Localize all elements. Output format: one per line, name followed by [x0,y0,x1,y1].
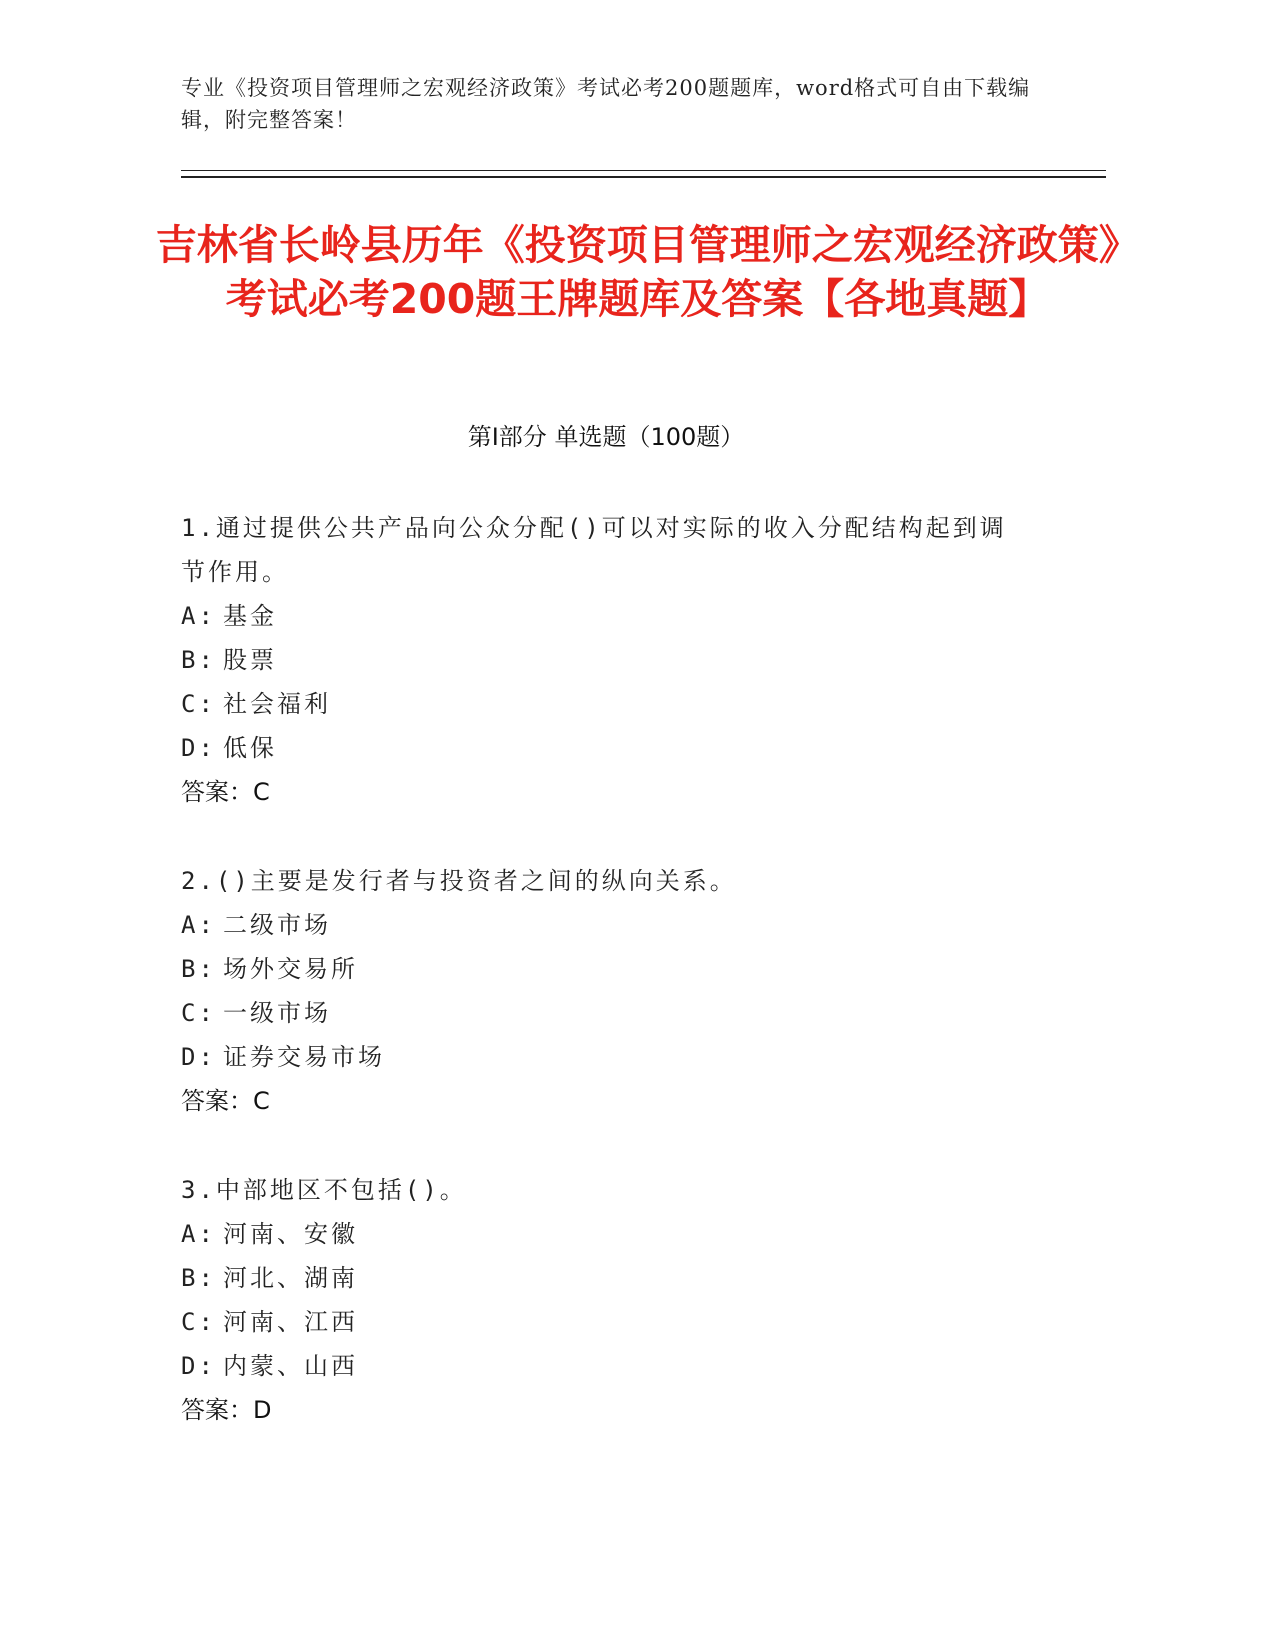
option-c [181,991,1031,1035]
answer-label: 答案： [181,1087,253,1115]
option-text: 内蒙、山西 [223,1352,358,1380]
header-rule-thick [181,176,1106,178]
option-letter: B: [181,1264,216,1292]
option-letter: C: [181,1308,216,1336]
answer-label: 答案： [181,778,253,806]
option-letter: B: [181,955,216,983]
option-letter: A: [181,602,216,630]
question-stem: 2.()主要是发行者与投资者之间的纵向关系。 [181,867,737,895]
option-text: 社会福利 [223,690,331,718]
option-text: 场外交易所 [223,955,358,983]
question-3 [181,1168,1031,1432]
answer-value: C [253,1087,270,1115]
option-d [181,726,1031,770]
answer-value: D [253,1396,272,1424]
question-2 [181,859,1031,1123]
question-list [181,506,1031,1477]
option-d [181,1344,1031,1388]
option-letter: C: [181,690,216,718]
option-letter: D: [181,1043,216,1071]
option-text: 河北、湖南 [223,1264,358,1292]
option-d [181,1035,1031,1079]
option-b [181,1256,1031,1300]
document-title: 吉林省长岭县历年《投资项目管理师之宏观经济政策》考试必考200题王牌题库及答案【各地真题】 [155,221,1120,323]
option-a [181,903,1031,947]
option-letter: A: [181,1220,216,1248]
option-letter: B: [181,646,216,674]
question-stem: 3.中部地区不包括()。 [181,1176,467,1204]
answer-line [181,1388,1031,1432]
answer-line [181,1079,1031,1123]
option-b [181,947,1031,991]
header-rule-thin [181,170,1106,171]
option-text: 股票 [223,646,277,674]
option-text: 一级市场 [223,999,331,1027]
question-1 [181,506,1031,814]
option-letter: D: [181,1352,216,1380]
option-c [181,1300,1031,1344]
option-letter: A: [181,911,216,939]
answer-value: C [253,778,270,806]
option-a [181,594,1031,638]
option-a [181,1212,1031,1256]
option-c [181,682,1031,726]
answer-label: 答案： [181,1396,253,1424]
option-text: 证券交易市场 [223,1043,385,1071]
header-note: 专业《投资项目管理师之宏观经济政策》考试必考200题题库，word格式可自由下载编辑，附完整答案！ [181,76,1031,132]
answer-line [181,770,1031,814]
option-b [181,638,1031,682]
option-text: 二级市场 [223,911,331,939]
option-text: 基金 [223,602,277,630]
option-letter: C: [181,999,216,1027]
option-text: 河南、安徽 [223,1220,358,1248]
option-text: 河南、江西 [223,1308,358,1336]
option-text: 低保 [223,734,277,762]
option-letter: D: [181,734,216,762]
section-heading: 第I部分 单选题（100题） [467,423,745,451]
question-stem: 1.通过提供公共产品向公众分配()可以对实际的收入分配结构起到调节作用。 [181,514,1007,586]
